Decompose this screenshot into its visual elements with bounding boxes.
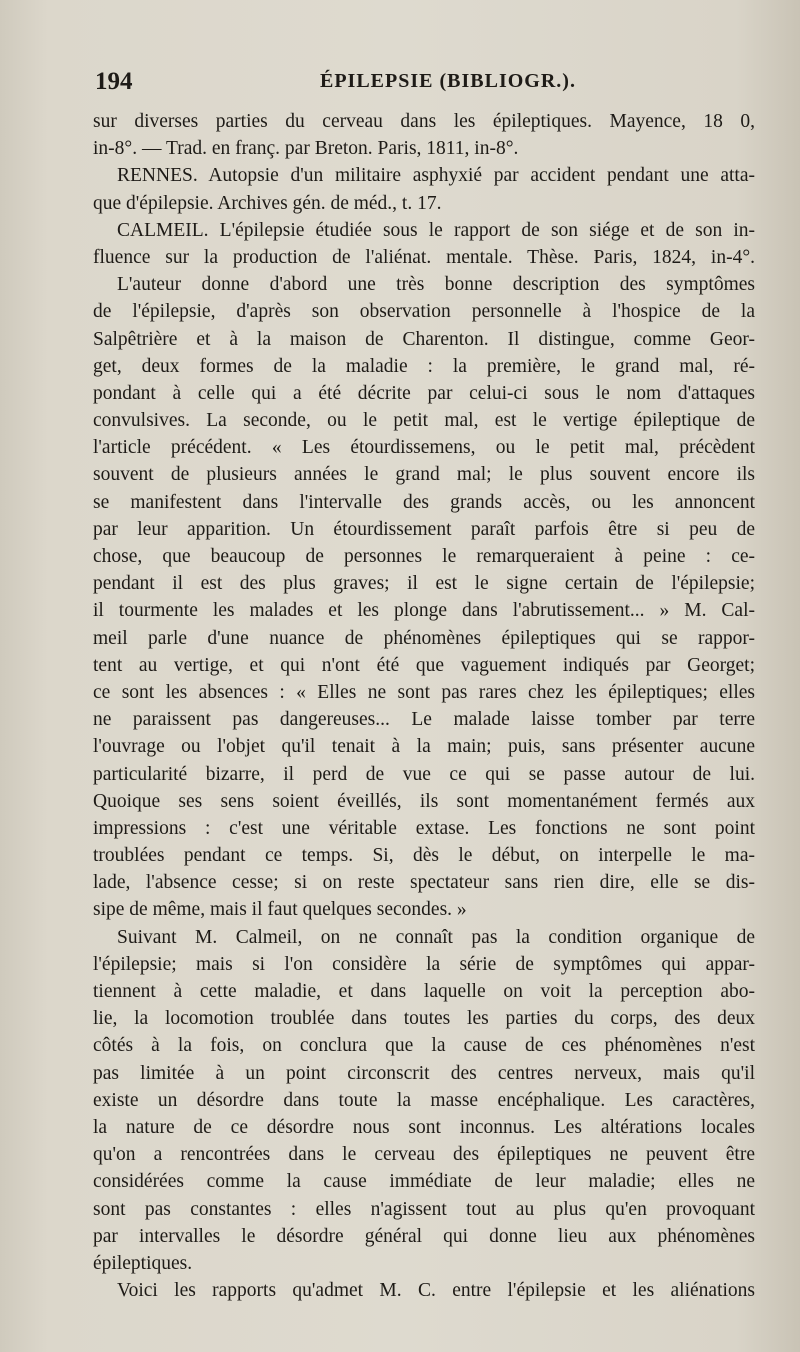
text-line: l'ouvrage ou l'objet qu'il tenait à la main; puis, sans présenter aucune	[93, 736, 755, 758]
text-line: sipe de même, mais il faut quelques secondes. »	[93, 899, 467, 921]
text-line: meil parle d'une nuance de phénomènes épileptiques qui se rappor-	[93, 627, 755, 649]
text-line: tent au vertige, et qui n'ont été que vaguement indiqués par Georget;	[93, 654, 755, 676]
text-line: convulsives. La seconde, ou le petit mal, est le vertige épileptique de	[93, 410, 755, 432]
text-line: considérées comme la cause immédiate de leur maladie; elles ne	[93, 1171, 755, 1193]
body-text	[93, 108, 755, 1304]
text-line: RENNES. Autopsie d'un militaire asphyxié par accident pendant une atta-	[117, 165, 755, 187]
text-line: L'auteur donne d'abord une très bonne description des symptômes	[117, 274, 755, 296]
text-line: côtés à la fois, on conclura que la cause de ces phénomènes n'est	[93, 1035, 755, 1057]
text-line: chose, que beaucoup de personnes le remarqueraient à peine : ce-	[93, 546, 755, 567]
text-line: l'épilepsie; mais si l'on considère la série de symptômes qui appar-	[93, 953, 755, 975]
text-line: tiennent à cette maladie, et dans laquelle on voit la perception abo-	[93, 981, 755, 1002]
text-line: sur diverses parties du cerveau dans les épileptiques. Mayence, 18 0,	[93, 111, 755, 132]
text-line: get, deux formes de la maladie : la première, le grand mal, ré-	[93, 355, 755, 377]
text-line: se manifestent dans l'intervalle des grands accès, ou les annoncent	[93, 491, 755, 513]
text-line: par intervalles le désordre général qui donne lieu aux phénomènes	[93, 1225, 755, 1247]
text-line: l'article précédent. « Les étourdissemens, ou le petit mal, précèdent	[93, 437, 755, 459]
text-line: ne paraissent pas dangereuses... Le malade laisse tomber par terre	[93, 709, 755, 731]
text-line: troublées pendant ce temps. Si, dès le début, on interpelle le ma-	[93, 845, 755, 867]
text-line: CALMEIL. L'épilepsie étudiée sous le rapport de son siége et de son in-	[117, 219, 755, 241]
text-line: pondant à celle qui a été décrite par celui-ci sous le nom d'attaques	[93, 382, 755, 404]
text-line: lade, l'absence cesse; si on reste spectateur sans rien dire, elle se dis-	[93, 872, 755, 894]
text-line: sont pas constantes : elles n'agissent tout au plus qu'en provoquant	[93, 1198, 755, 1220]
running-title: ÉPILEPSIE (BIBLIOGR.).	[320, 70, 576, 92]
text-line: il tourmente les malades et les plonge dans l'abrutissement... » M. Cal-	[93, 600, 755, 622]
text-line: Quoique ses sens soient éveillés, ils sont momentanément fermés aux	[93, 790, 755, 812]
text-line: par leur apparition. Un étourdissement paraît parfois être si peu de	[93, 518, 755, 540]
text-line: de l'épilepsie, d'après son observation personnelle à l'hospice de la	[93, 301, 755, 323]
text-line: qu'on a rencontrées dans le cerveau des épileptiques ne peuvent être	[93, 1144, 755, 1166]
text-line: épileptiques.	[93, 1252, 193, 1274]
text-line: pendant il est des plus graves; il est le signe certain de l'épilepsie;	[93, 573, 755, 595]
text-line: souvent de plusieurs années le grand mal; le plus souvent encore ils	[93, 464, 755, 486]
text-line: impressions : c'est une véritable extase. Les fonctions ne sont point	[93, 817, 755, 839]
text-line: particularité bizarre, il perd de vue ce qui se passe autour de lui.	[93, 763, 755, 785]
page-number: 194	[95, 68, 133, 95]
page-header	[95, 68, 755, 102]
text-line: in-8°. — Trad. en franç. par Breton. Paris, 1811, in-8°.	[93, 138, 519, 160]
text-line: Salpêtrière et à la maison de Charenton. Il distingue, comme Geor-	[93, 328, 755, 350]
text-line: ce sont les absences : « Elles ne sont pas rares chez les épileptiques; elles	[93, 681, 755, 703]
text-line: lie, la locomotion troublée dans toutes les parties du corps, des deux	[93, 1008, 755, 1030]
text-line: Suivant M. Calmeil, on ne connaît pas la condition organique de	[117, 926, 755, 948]
text-line: que d'épilepsie. Archives gén. de méd., t. 17.	[93, 192, 442, 214]
text-line: fluence sur la production de l'aliénat. mentale. Thèse. Paris, 1824, in-4°.	[93, 246, 755, 268]
text-line: Voici les rapports qu'admet M. C. entre l'épilepsie et les aliénations	[117, 1280, 755, 1302]
text-line: la nature de ce désordre nous sont inconnus. Les altérations locales	[93, 1116, 755, 1138]
text-line: existe un désordre dans toute la masse encéphalique. Les caractères,	[93, 1089, 755, 1111]
text-line: pas limitée à un point circonscrit des centres nerveux, mais qu'il	[93, 1062, 755, 1084]
